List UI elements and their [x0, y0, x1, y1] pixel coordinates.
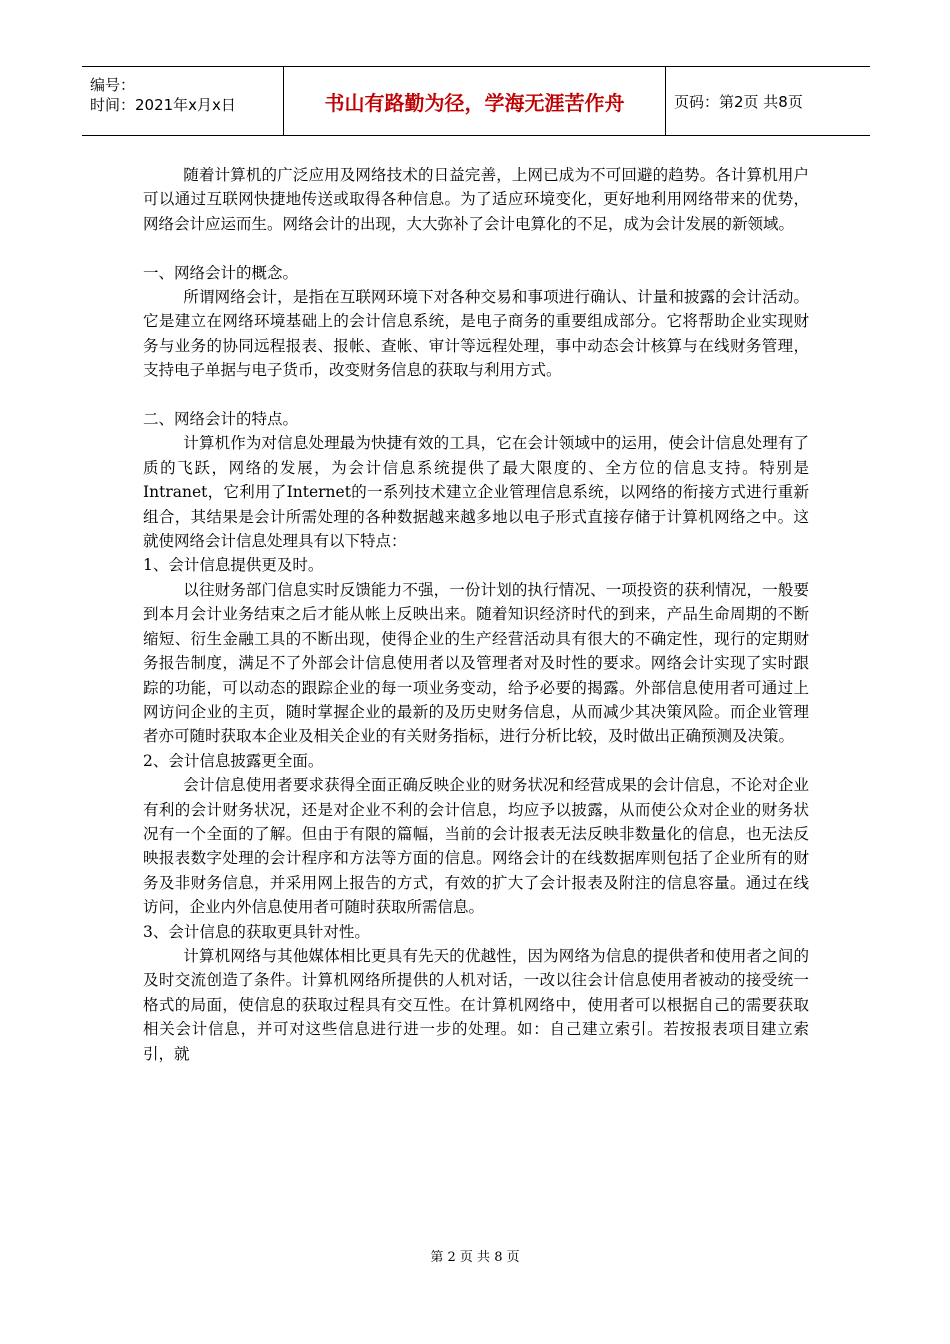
header-page-cell: [666, 67, 870, 135]
page-info: 页码：第2页 共8页: [674, 92, 803, 111]
section-heading: 2、会计信息披露更全面。: [143, 751, 324, 770]
section-heading: 3、会计信息的获取更具针对性。: [143, 922, 370, 941]
section-heading: 一、网络会计的概念。: [143, 263, 299, 282]
body-paragraph: 以往财务部门信息实时反馈能力不强，一份计划的执行情况、一项投资的获利情况，一般要到本月会计业务结束之后才能从帐上反映出来。随着知识经济时代的到来，产品生命周期的不断缩短、衍生金融工具的不断出现，使得企业的生产经营活动具有很大的不确定性，现行的定期财务报告制度，满足不了外部会计信息使用者以及管理者对及时性的要求。网络会计实现了实时跟踪的功能，可以动态的跟踪企业的每一项业务变动，给予必要的揭露。外部信息使用者可通过上网访问企业的主页，随时掌握企业的最新的及历史财务信息，从而减少其决策风险。而企业管理者亦可随时获取本企业及相关企业的有关财务指标，进行分析比较，及时做出正确预测及决策。: [143, 580, 809, 746]
header-meta-cell: [82, 67, 284, 135]
section-heading: 1、会计信息提供更及时。: [143, 556, 324, 575]
document-header: [82, 66, 870, 136]
header-motto-cell: [284, 67, 666, 135]
time-label: 时间：2021年x月x日: [90, 96, 236, 114]
page-footer: 第 2 页 共 8 页: [430, 1250, 520, 1265]
motto-text: 书山有路勤为径，学海无涯苦作舟: [324, 90, 625, 115]
body-paragraph: 计算机网络与其他媒体相比更具有先天的优越性，因为网络为信息的提供者和使用者之间的及时交流创造了条件。计算机网络所提供的人机对话，一改以往会计信息使用者被动的接受统一格式的局面，使信息的获取过程具有交互性。在计算机网络中，使用者可以根据自己的需要获取相关会计信息，并可对这些信息进行进一步的处理。如：自己建立索引。若按报表项目建立索引，就: [143, 946, 809, 1063]
paragraph-gap: [143, 236, 809, 260]
section-heading: 二、网络会计的特点。: [143, 410, 299, 429]
body-paragraph: 随着计算机的广泛应用及网络技术的日益完善，上网已成为不可回避的趋势。各计算机用户可以通过互联网快捷地传送或取得各种信息。为了适应环境变化，更好地利用网络带来的优势，网络会计应运而生。网络会计的出现，大大弥补了会计电算化的不足，成为会计发展的新领域。: [143, 166, 809, 233]
number-label: 编号：: [90, 76, 136, 94]
body-paragraph: 所谓网络会计，是指在互联网环境下对各种交易和事项进行确认、计量和披露的会计活动。它是建立在网络环境基础上的会计信息系统，是电子商务的重要组成部分。它将帮助企业实现财务与业务的协同远程报表、报帐、查帐、审计等远程处理，事中动态会计核算与在线财务管理，支持电子单据与电子货币，改变财务信息的获取与利用方式。: [143, 288, 809, 380]
document-body: [143, 163, 809, 1066]
body-paragraph: 会计信息使用者要求获得全面正确反映企业的财务状况和经营成果的会计信息，不论对企业有利的会计财务状况，还是对企业不利的会计信息，均应予以披露，从而使公众对企业的财务状况有一个全面的了解。但由于有限的篇幅，当前的会计报表无法反映非数量化的信息，也无法反映报表数字处理的会计程序和方法等方面的信息。网络会计的在线数据库则包括了企业所有的财务及非财务信息，并采用网上报告的方式，有效的扩大了会计报表及附注的信息容量。通过在线访问，企业内外信息使用者可随时获取所需信息。: [143, 776, 809, 917]
body-paragraph: 计算机作为对信息处理最为快捷有效的工具，它在会计领域中的运用，使会计信息处理有了质的飞跃，网络的发展，为会计信息系统提供了最大限度的、全方位的信息支持。特别是Intranet，它利用了Internet的一系列技术建立企业管理信息系统，以网络的衔接方式进行重新组合，其结果是会计所需处理的各种数据越来越多地以电子形式直接存储于计算机网络之中。这就使网络会计信息处理具有以下特点：: [143, 434, 809, 551]
paragraph-gap: [143, 383, 809, 407]
